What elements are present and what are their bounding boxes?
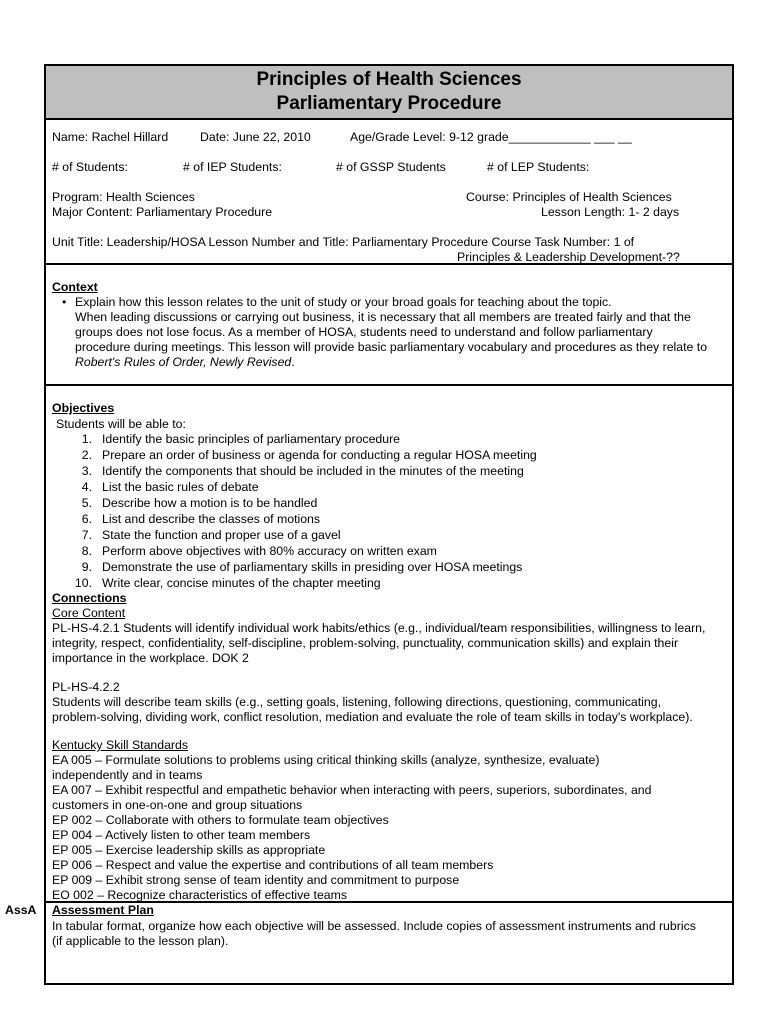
list-item: 8. Perform above objectives with 80% accuracy on written exam: [81, 544, 437, 558]
students-count-field: # of Students:: [52, 160, 128, 174]
assessment-heading: Assessment Plan: [52, 903, 154, 917]
connections-heading: Connections: [52, 591, 127, 605]
ky-skill-standards-heading: Kentucky Skill Standards: [52, 738, 189, 752]
iep-students-field: # of IEP Students:: [183, 160, 282, 174]
lep-students-field: # of LEP Students:: [487, 160, 590, 174]
book-title: Robert's Rules of Order, Newly Revised: [75, 355, 292, 369]
ky-skill-standards-list: [52, 753, 652, 903]
list-item: 4. List the basic rules of debate: [81, 480, 259, 494]
divider-context: [46, 384, 732, 386]
bullet-icon: •: [62, 295, 67, 309]
list-item: 1. Identify the basic principles of parliamentary procedure: [81, 432, 401, 446]
context-line: procedure during meetings. This lesson will provide basic parliamentary vocabulary and procedures as they relate to: [75, 340, 708, 354]
objectives-heading: Objectives: [52, 401, 115, 415]
list-item: 6. List and describe the classes of motions: [81, 512, 321, 526]
list-item: 2. Prepare an order of business or agenda for conducting a regular HOSA meeting: [81, 448, 537, 462]
context-line-last: Robert's Rules of Order, Newly Revised.: [75, 355, 295, 369]
name-field: Name: Rachel Hillard: [52, 130, 169, 144]
list-item: 5. Describe how a motion is to be handled: [81, 496, 318, 510]
major-content-field: Major Content: Parliamentary Procedure: [52, 205, 273, 219]
context-bullet: Explain how this lesson relates to the unit of study or your broad goals for teaching about the topic.: [75, 295, 612, 309]
unit-title-line-2: Principles & Leadership Development-??: [457, 250, 680, 264]
list-item: independently and in teams: [52, 768, 203, 782]
program-field: Program: Health Sciences: [52, 190, 195, 204]
title-line-2: Parliamentary Procedure: [276, 93, 502, 114]
assessment-body: In tabular format, organize how each objective will be assessed. Include copies of assessment instruments and rubrics (if applicable to the lesson plan).: [52, 919, 696, 948]
assessment-margin-label: AssA: [5, 903, 37, 917]
list-item: EA 005 – Formulate solutions to problems using critical thinking skills (analyze, synthesize, evaluate): [52, 753, 600, 767]
core-content-2: PL-HS-4.2.2 Students will describe team skills (e.g., setting goals, listening, following directions, questioning, communicating, problem-solving, dividing work, conflict resolution, mediation and evaluate the role of team skills in today's workplace).: [52, 680, 693, 724]
age-grade-field: Age/Grade Level: 9-12 grade____________ ___ __: [350, 130, 632, 144]
list-item: 3. Identify the components that should be included in the minutes of the meeting: [81, 464, 524, 478]
list-item: EO 002 – Recognize characteristics of effective teams: [52, 888, 348, 902]
context-body: [75, 310, 707, 370]
title-banner: [46, 66, 732, 120]
unit-title-line: Unit Title: Leadership/HOSA Lesson Number and Title: Parliamentary Procedure Course Task Number: 1 of: [52, 235, 635, 249]
date-field: Date: June 22, 2010: [200, 130, 311, 144]
list-item: EP 002 – Collaborate with others to formulate team objectives: [52, 813, 389, 827]
list-item: EP 006 – Respect and value the expertise and contributions of all team members: [52, 858, 494, 872]
core-content-heading: Core Content: [52, 606, 126, 620]
list-item: 7. State the function and proper use of a gavel: [81, 528, 341, 542]
list-item: EP 009 – Exhibit strong sense of team identity and commitment to purpose: [52, 873, 460, 887]
title-line-1: Principles of Health Sciences: [256, 69, 522, 90]
context-line: When leading discussions or carrying out business, it is necessary that all members are treated fairly and that the: [75, 310, 691, 324]
lesson-length-field: Lesson Length: 1- 2 days: [541, 205, 680, 219]
context-line: groups does not lose focus. As a member of HOSA, students need to understand and follow parliamentary: [75, 325, 653, 339]
list-item: 10. Write clear, concise minutes of the chapter meeting: [74, 576, 381, 590]
gssp-students-field: # of GSSP Students: [336, 160, 446, 174]
list-item: EP 005 – Exercise leadership skills as appropriate: [52, 843, 326, 857]
list-item: EP 004 – Actively listen to other team members: [52, 828, 311, 842]
list-item: customers in one-on-one and group situations: [52, 798, 303, 812]
objectives-intro: Students will be able to:: [56, 417, 186, 431]
objectives-list: [62, 432, 742, 592]
core-content-1: PL-HS-4.2.1 Students will identify individual work habits/ethics (e.g., individual/team responsibilities, willingness to learn, integrity, respect, confidentiality, self-discipline, problem-solving, punctuality, communication skills) and explain their importance in the workplace. DOK 2: [52, 621, 706, 665]
list-item: EA 007 – Exhibit respectful and empathetic behavior when interacting with peers, superiors, subordinates, and: [52, 783, 652, 797]
list-item: 9. Demonstrate the use of parliamentary skills in presiding over HOSA meetings: [81, 560, 523, 574]
context-heading: Context: [52, 280, 98, 294]
course-field: Course: Principles of Health Sciences: [466, 190, 672, 204]
